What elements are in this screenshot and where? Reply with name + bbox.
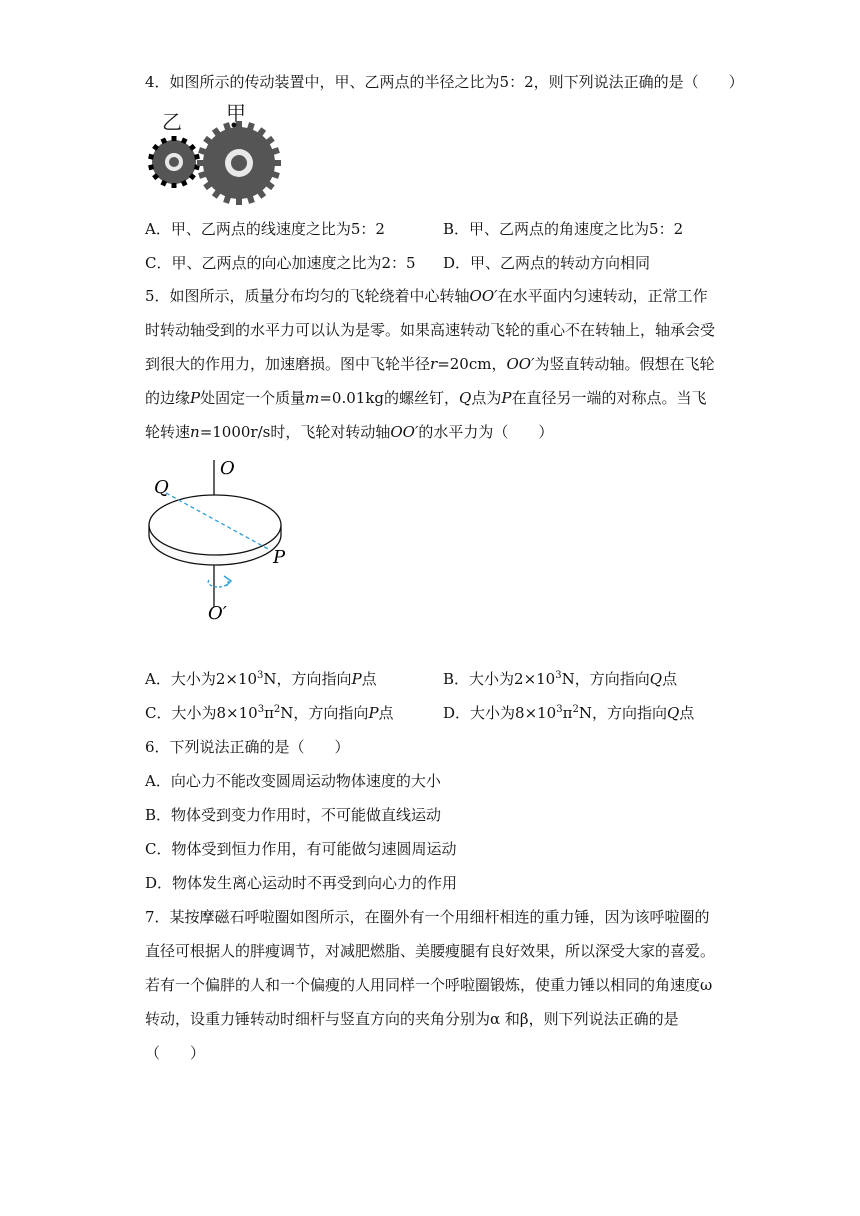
q7-line-4: 转动，设重力锤转动时细杆与竖直方向的夹角分别为α 和β，则下列说法正确的是 (145, 1010, 679, 1028)
q4-option-d[interactable]: D．甲、乙两点的转动方向相同 (443, 254, 651, 272)
q7-line-1: 7．某按摩磁石呼啦圈如图所示，在圈外有一个用细杆相连的重力锤，因为该呼啦圈的 (145, 908, 710, 926)
q4-option-a[interactable]: A．甲、乙两点的线速度之比为5：2 (145, 220, 385, 238)
q5-option-b[interactable]: B．大小为$2\times 10^3N$，方向指向Q点 (443, 670, 678, 688)
q6-option-a[interactable]: A．向心力不能改变圆周运动物体速度的大小 (145, 772, 441, 790)
q5-option-a[interactable]: A．大小为$2\times 10^3N$，方向指向P点 (145, 670, 377, 688)
label-jia: 甲 (226, 101, 246, 125)
label-yi: 乙 (162, 110, 182, 134)
q7-line-2: 直径可根据人的胖瘦调节，对减肥燃脂、美腰瘦腿有良好效果，所以深受大家的喜爱。 (145, 942, 716, 960)
gear-figure (146, 100, 286, 210)
q6-option-d[interactable]: D．物体发生离心运动时不再受到向心力的作用 (145, 874, 458, 892)
label-o: O (220, 458, 235, 479)
q5-option-c[interactable]: C．大小为$8\times 10^3\pi^2N$，方向指向P点 (145, 704, 394, 722)
q4-option-b[interactable]: B．甲、乙两点的角速度之比为5：2 (443, 220, 684, 238)
label-q: Q (154, 477, 169, 498)
q5-line-1: 5．如图所示，质量分布均匀的飞轮绕着中心转轴OO′在水平面内匀速转动，正常工作 (145, 287, 708, 305)
q6-option-c[interactable]: C．物体受到恒力作用，有可能做匀速圆周运动 (145, 840, 457, 858)
q6-option-b[interactable]: B．物体受到变力作用时，不可能做直线运动 (145, 806, 442, 824)
rotation-arrow-icon (208, 580, 228, 587)
q5-line-5: 轮转速n=1000r/s时，飞轮对转动轴OO′的水平力为（ ） (145, 423, 554, 441)
q6-stem: 6．下列说法正确的是（ ） (145, 738, 350, 756)
q5-option-d[interactable]: D．大小为$8\times 10^3\pi^2N$，方向指向Q点 (443, 704, 695, 722)
q4-stem: 4．如图所示的传动装置中，甲、乙两点的半径之比为5：2，则下列说法正确的是（ ） (145, 73, 744, 91)
flywheel-figure (146, 455, 296, 623)
q5-line-4: 的边缘P处固定一个质量m=0.01kg的螺丝钉，Q点为P在直径另一端的对称点。当飞 (145, 389, 707, 407)
q7-line-5: （ ） (145, 1044, 206, 1062)
label-p: P (273, 547, 286, 568)
q5-line-3: 到很大的作用力，加速磨损。图中飞轮半径r=20cm，OO′为竖直转动轴。假想在飞轮 (145, 355, 715, 373)
q7-line-3: 若有一个偏胖的人和一个偏瘦的人用同样一个呼啦圈锻炼，使重力锤以相同的角速度ω (145, 976, 713, 994)
q4-option-c[interactable]: C．甲、乙两点的向心加速度之比为2：5 (145, 254, 416, 272)
flywheel-disk (149, 495, 281, 555)
label-o-prime: O′ (208, 603, 227, 623)
q5-line-2: 时转动轴受到的水平力可以认为是零。如果高速转动飞轮的重心不在转轴上，轴承会受 (145, 321, 716, 339)
